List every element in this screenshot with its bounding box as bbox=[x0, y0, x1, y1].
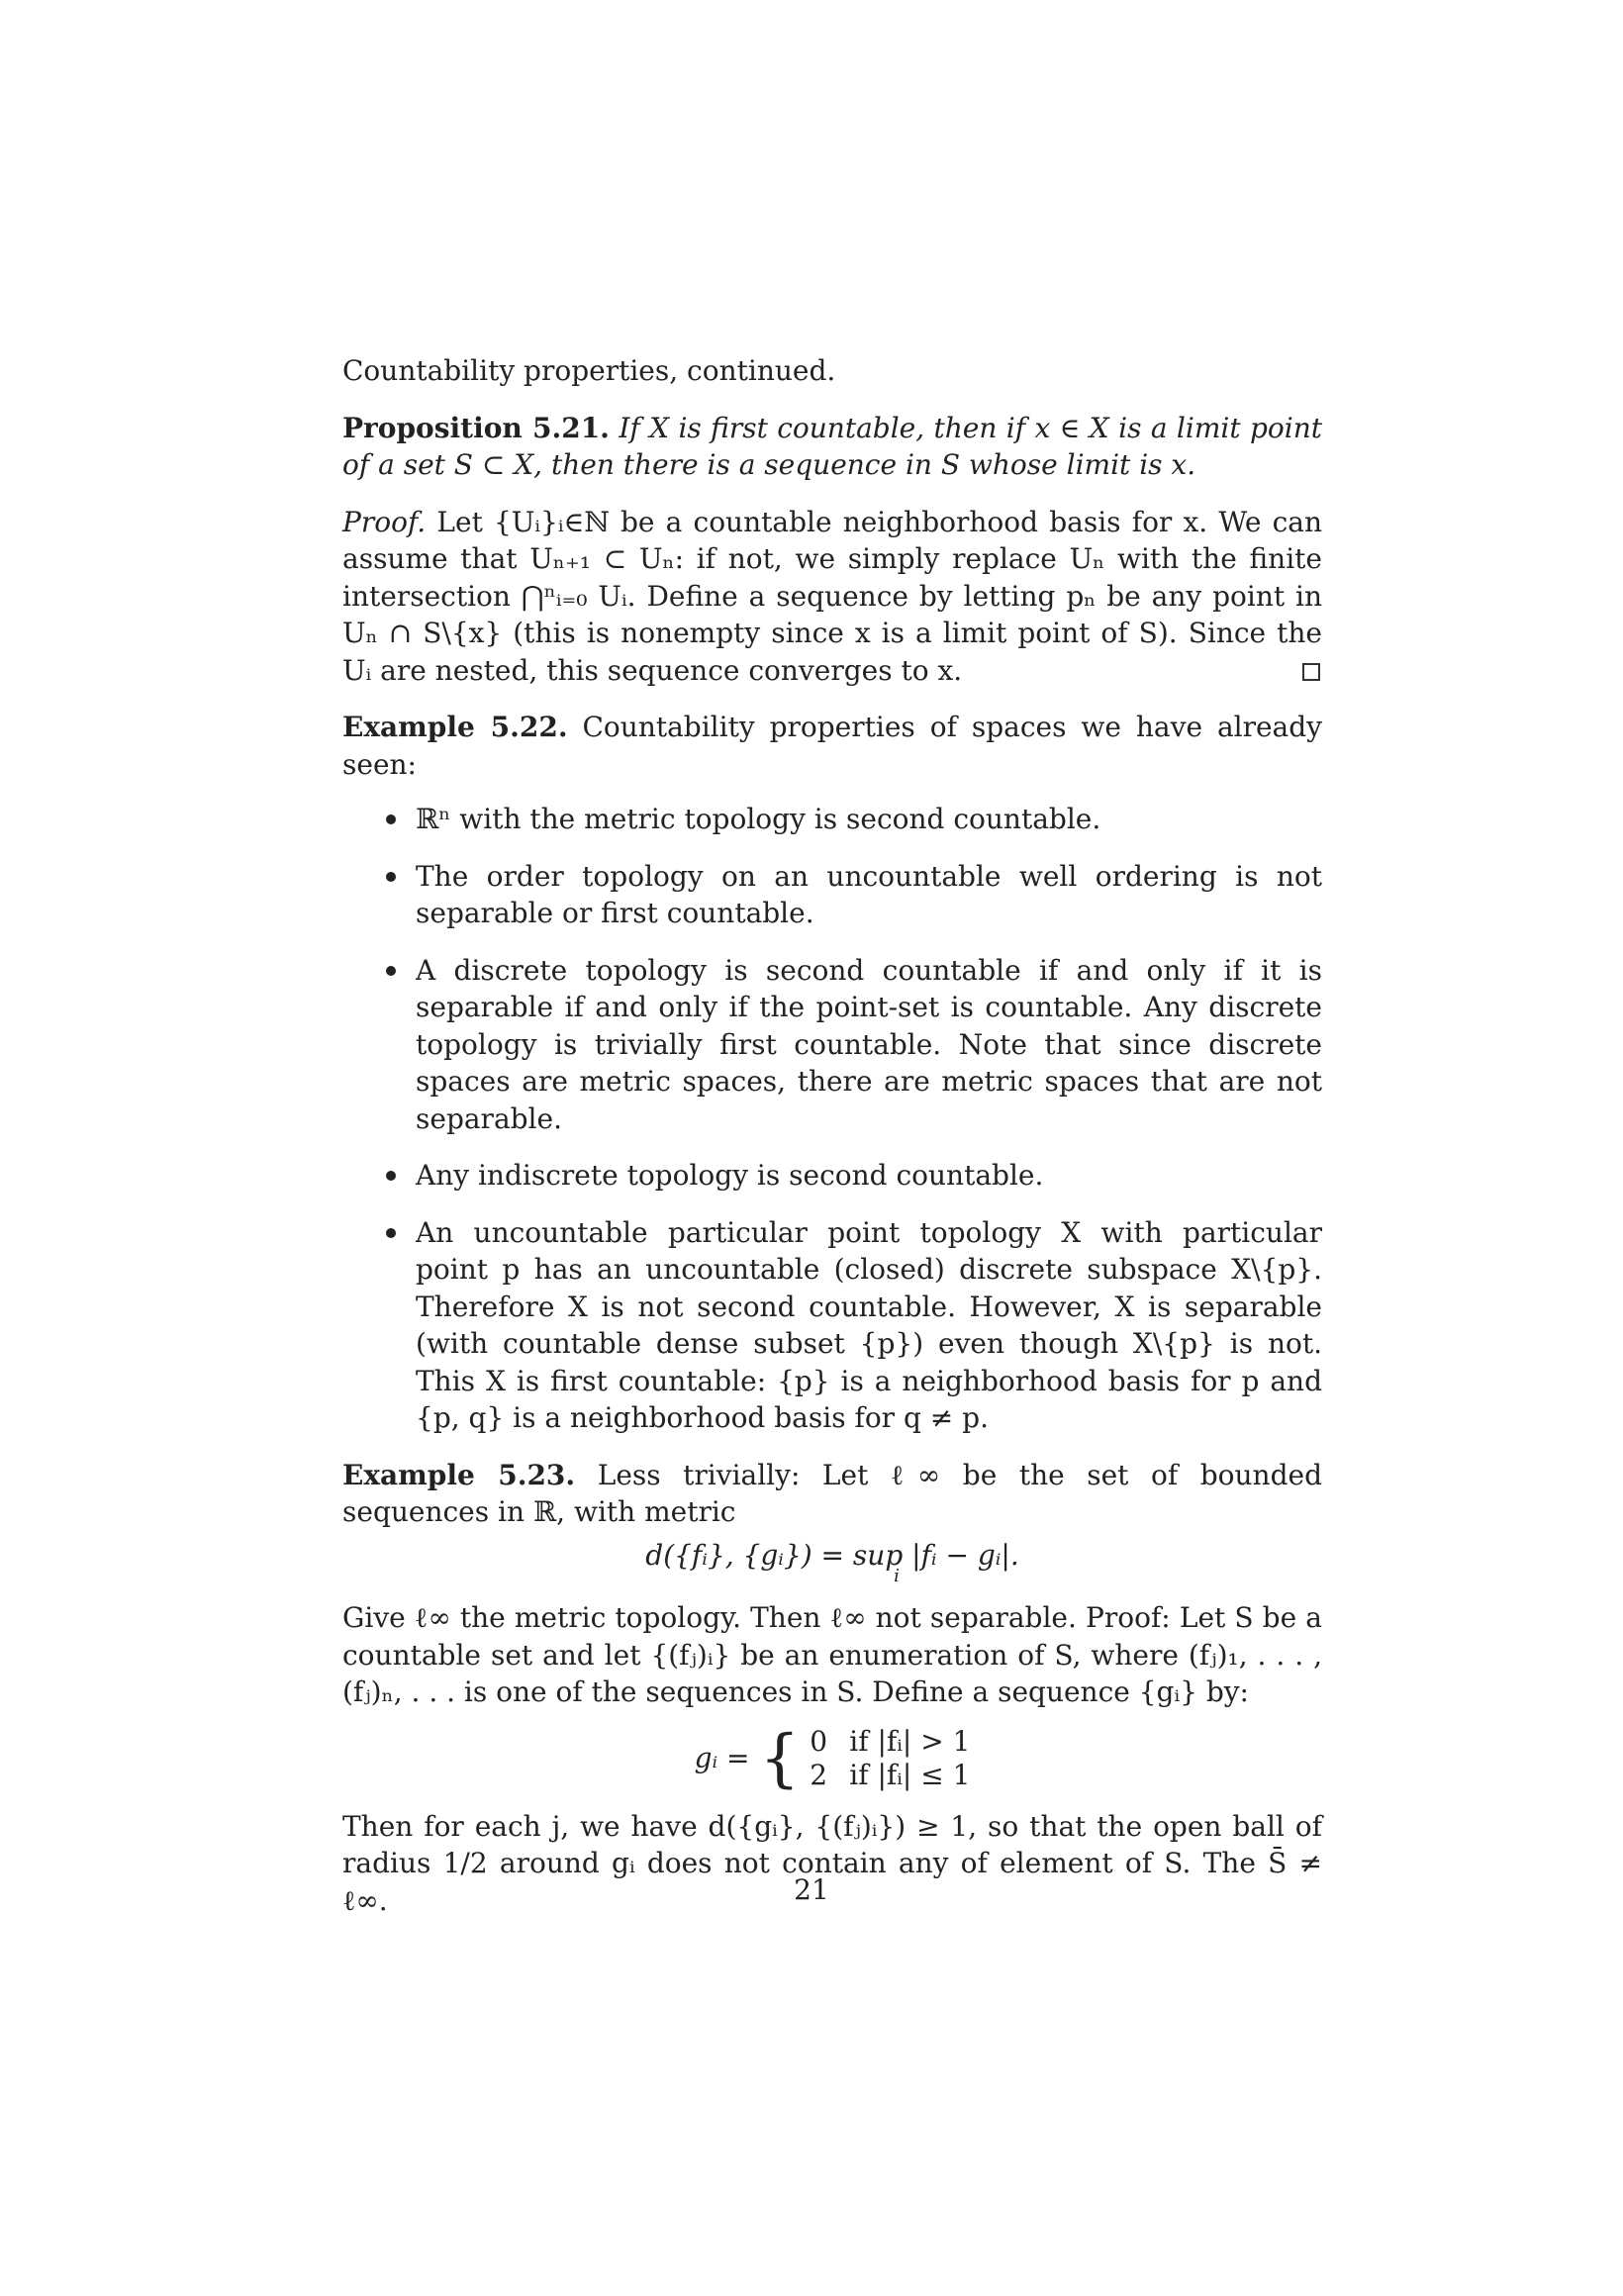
section-header: Countability properties, continued. bbox=[342, 354, 836, 387]
list-item-text: A discrete topology is second countable if and only if it is separable if and only if the point-set is countable. Any discrete topology is trivially first countable. Note that since discrete spaces are metric spaces, there are metric spaces that are not separable. bbox=[416, 953, 1322, 1135]
example-5-22-list bbox=[342, 801, 1322, 1437]
list-item-text: An uncountable particular point topology X with particular point p has an uncountable (closed) discrete subspace X\{p}. Therefore X is not second countable. However, X is separable (with countable dense subset {p}) even though X\{p} is not. This X is first countable: {p} is a neighborhood basis for p and {p, q} is a neighborhood basis for q ≠ p. bbox=[416, 1215, 1322, 1434]
list-item bbox=[342, 952, 1322, 1138]
page-number: 21 bbox=[794, 1873, 829, 1906]
example-5-23 bbox=[342, 1457, 1322, 1920]
example-5-22-label: Example 5.22. bbox=[342, 711, 568, 743]
case-row bbox=[810, 1759, 970, 1792]
case-value: 0 bbox=[810, 1724, 828, 1758]
example-5-23-paragraph-2: Then for each j, we have d({gᵢ}, {(fⱼ)ᵢ}) ≥ 1, so that the open ball of radius 1/2 around gᵢ does not contain any of element of S. The S̄ ≠ ℓ∞. bbox=[342, 1809, 1322, 1917]
proposition-label: Proposition 5.21. bbox=[342, 411, 610, 444]
cases-rows bbox=[810, 1725, 970, 1792]
example-5-23-intro-paragraph bbox=[342, 1457, 1322, 1531]
bullet-icon bbox=[386, 814, 396, 824]
example-5-23-label: Example 5.23. bbox=[342, 1458, 576, 1491]
proof-block bbox=[342, 504, 1322, 690]
example-5-22-intro: Countability properties of spaces we have already seen: bbox=[342, 711, 1322, 781]
list-item-text: The order topology on an uncountable well ordering is not separable or first countable. bbox=[416, 859, 1322, 929]
bullet-icon bbox=[386, 872, 396, 882]
case-row bbox=[810, 1725, 970, 1759]
list-item bbox=[342, 1214, 1322, 1437]
proof-label: Proof. bbox=[342, 505, 427, 538]
cases-lhs: gᵢ = bbox=[694, 1741, 750, 1774]
cases-equation bbox=[342, 1721, 1322, 1795]
metric-subscript: i bbox=[894, 1566, 900, 1586]
qed-box-icon bbox=[1302, 663, 1320, 681]
metric-formula: d({fᵢ}, {gᵢ}) = sup |fᵢ − gᵢ|. bbox=[645, 1538, 1019, 1572]
bullet-icon bbox=[386, 1228, 396, 1238]
left-brace-icon: { bbox=[759, 1721, 801, 1795]
case-value: 2 bbox=[810, 1758, 828, 1791]
bullet-icon bbox=[386, 966, 396, 976]
example-5-23-paragraph-1: Give ℓ∞ the metric topology. Then ℓ∞ not separable. Proof: Let S be a countable set and let {(fⱼ)ᵢ} be an enumeration of S, where (fⱼ)₁, . . . , (fⱼ)ₙ, . . . is one of the sequences in S. Define a sequence {gᵢ} by: bbox=[342, 1601, 1322, 1708]
case-condition: if |fᵢ| > 1 bbox=[849, 1724, 971, 1758]
list-item-text: ℝⁿ with the metric topology is second countable. bbox=[416, 803, 1101, 835]
example-5-23-intro: Less trivially: Let ℓ∞ be the set of bounded sequences in ℝ, with metric bbox=[342, 1458, 1322, 1528]
list-item bbox=[342, 801, 1322, 838]
list-item bbox=[342, 1157, 1322, 1195]
page-body bbox=[342, 352, 1322, 1919]
list-item-text: Any indiscrete topology is second countable. bbox=[416, 1159, 1044, 1192]
example-5-22 bbox=[342, 709, 1322, 1437]
metric-equation bbox=[342, 1537, 1322, 1586]
list-item bbox=[342, 858, 1322, 932]
proof-text: Let {Uᵢ}ᵢ∈ℕ be a countable neighborhood basis for x. We can assume that Uₙ₊₁ ⊂ Uₙ: if not, we simply replace Uₙ with the finite intersection ⋂ⁿᵢ₌₀ Uᵢ. Define a sequence by letting pₙ be any point in Uₙ ∩ S\{x} (this is nonempty since x is a limit point of S). Since the Uᵢ are nested, this sequence converges to x. bbox=[342, 505, 1323, 687]
case-condition: if |fᵢ| ≤ 1 bbox=[849, 1758, 971, 1791]
proposition-5-21 bbox=[342, 410, 1322, 484]
proposition-statement: If X is first countable, then if x ∈ X is a limit point of a set S ⊂ X, then there is a sequence in S whose limit is x. bbox=[342, 411, 1322, 481]
bullet-icon bbox=[386, 1171, 396, 1181]
